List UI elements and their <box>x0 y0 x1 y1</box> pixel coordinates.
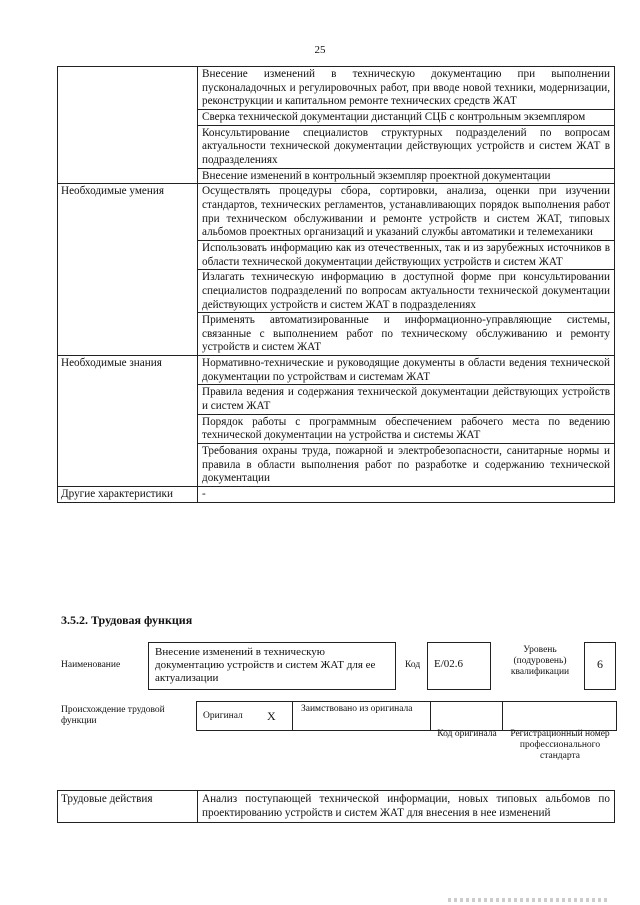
labor-actions-label: Трудовые действия <box>58 791 198 823</box>
row-label: Необходимые умения <box>58 184 198 356</box>
scan-artifact <box>448 898 608 902</box>
name-label: Наименование <box>61 660 121 670</box>
level-box <box>584 642 616 690</box>
original-label: Оригинал <box>203 711 243 721</box>
code-value: E/02.6 <box>434 658 464 670</box>
table-row <box>58 791 615 823</box>
level-value: 6 <box>597 657 603 671</box>
table-row <box>58 67 615 110</box>
table-row <box>58 356 615 385</box>
original-cell <box>196 701 294 731</box>
code-original-cell <box>430 701 504 731</box>
function-name-box <box>148 642 396 690</box>
row-text: Порядок работы с программным обеспечением рабочего места по ведению технической документации на устройства и системы ЖАТ <box>198 414 615 443</box>
row-text: Консультирование специалистов структурных подразделений по вопросам актуальности технической документации действующих устройств и систем ЖАТ в подразделениях <box>198 125 615 168</box>
level-label: Уровень (подуровень) квалификации <box>510 645 570 677</box>
row-text: Сверка технической документации дистанций СЦБ с контрольным экземпляром <box>198 109 615 125</box>
row-text: Излагать техническую информацию в доступной форме при консультировании специалистов подразделений по вопросам актуальности технической документации действующих устройств и систем ЖАТ в подразделениях <box>198 270 615 313</box>
competency-table <box>57 66 615 503</box>
code-original-caption: Код оригинала <box>437 729 497 739</box>
function-name-value: Внесение изменений в техническую документацию устройств и систем ЖАТ для ее актуализации <box>155 646 376 685</box>
row-text: Осуществлять процедуры сбора, сортировки, анализа, оценки при изучении стандартов, технических регламентов, устанавливающих порядок выполнения работ при техническом обслуживании и ремонте устройств и систем ЖАТ, типовых альбомов проектных организаций и указаний службы автоматики и телемеханики <box>198 184 615 241</box>
row-text: Правила ведения и содержания технической документации действующих устройств и систем ЖАТ <box>198 385 615 414</box>
row-text: Применять автоматизированные и информационно-управляющие системы, связанные с выполнением работ по техническому обслуживанию и ремонту устройств и систем ЖАТ <box>198 313 615 356</box>
reg-number-caption: Регистрационный номер профессионального стандарта <box>510 729 610 761</box>
row-label: Необходимые знания <box>58 356 198 487</box>
labor-actions-table <box>57 790 615 823</box>
code-label: Код <box>405 660 421 670</box>
code-box <box>427 642 491 690</box>
original-mark: X <box>267 709 276 723</box>
row-text: Использовать информацию как из отечественных, так и из зарубежных источников в области технической документации действующих устройств и систем ЖАТ <box>198 240 615 269</box>
section-title: 3.5.2. Трудовая функция <box>61 613 193 627</box>
table-row <box>58 184 615 241</box>
row-text: Нормативно-технические и руководящие документы в области ведения технической документации по устройствам и системам ЖАТ <box>198 356 615 385</box>
row-text: Внесение изменений в техническую документацию при выполнении пусконаладочных и регулировочных работ, при вводе новой техники, модернизации, реконструкции и капитальном ремонте технических средств ЖАТ <box>198 67 615 110</box>
row-label: Другие характеристики <box>58 487 198 503</box>
row-label <box>58 67 198 184</box>
reg-number-cell <box>502 701 617 731</box>
origin-label: Происхождение трудовой функции <box>61 705 165 726</box>
row-text: Внесение изменений в контрольный экземпляр проектной документации <box>198 168 615 184</box>
row-text: - <box>198 487 615 503</box>
borrowed-cell <box>292 701 432 731</box>
borrowed-label: Заимствовано из оригинала <box>301 704 413 714</box>
table-row <box>58 487 615 503</box>
labor-actions-text: Анализ поступающей технической информации, новых типовых альбомов по проектированию устройств и систем ЖАТ для внесения в нее изменений <box>198 791 615 823</box>
page-number: 25 <box>314 44 326 56</box>
row-text: Требования охраны труда, пожарной и электробезопасности, санитарные нормы и правила в области выполнения работ по разработке и содержанию технической документации <box>198 444 615 487</box>
